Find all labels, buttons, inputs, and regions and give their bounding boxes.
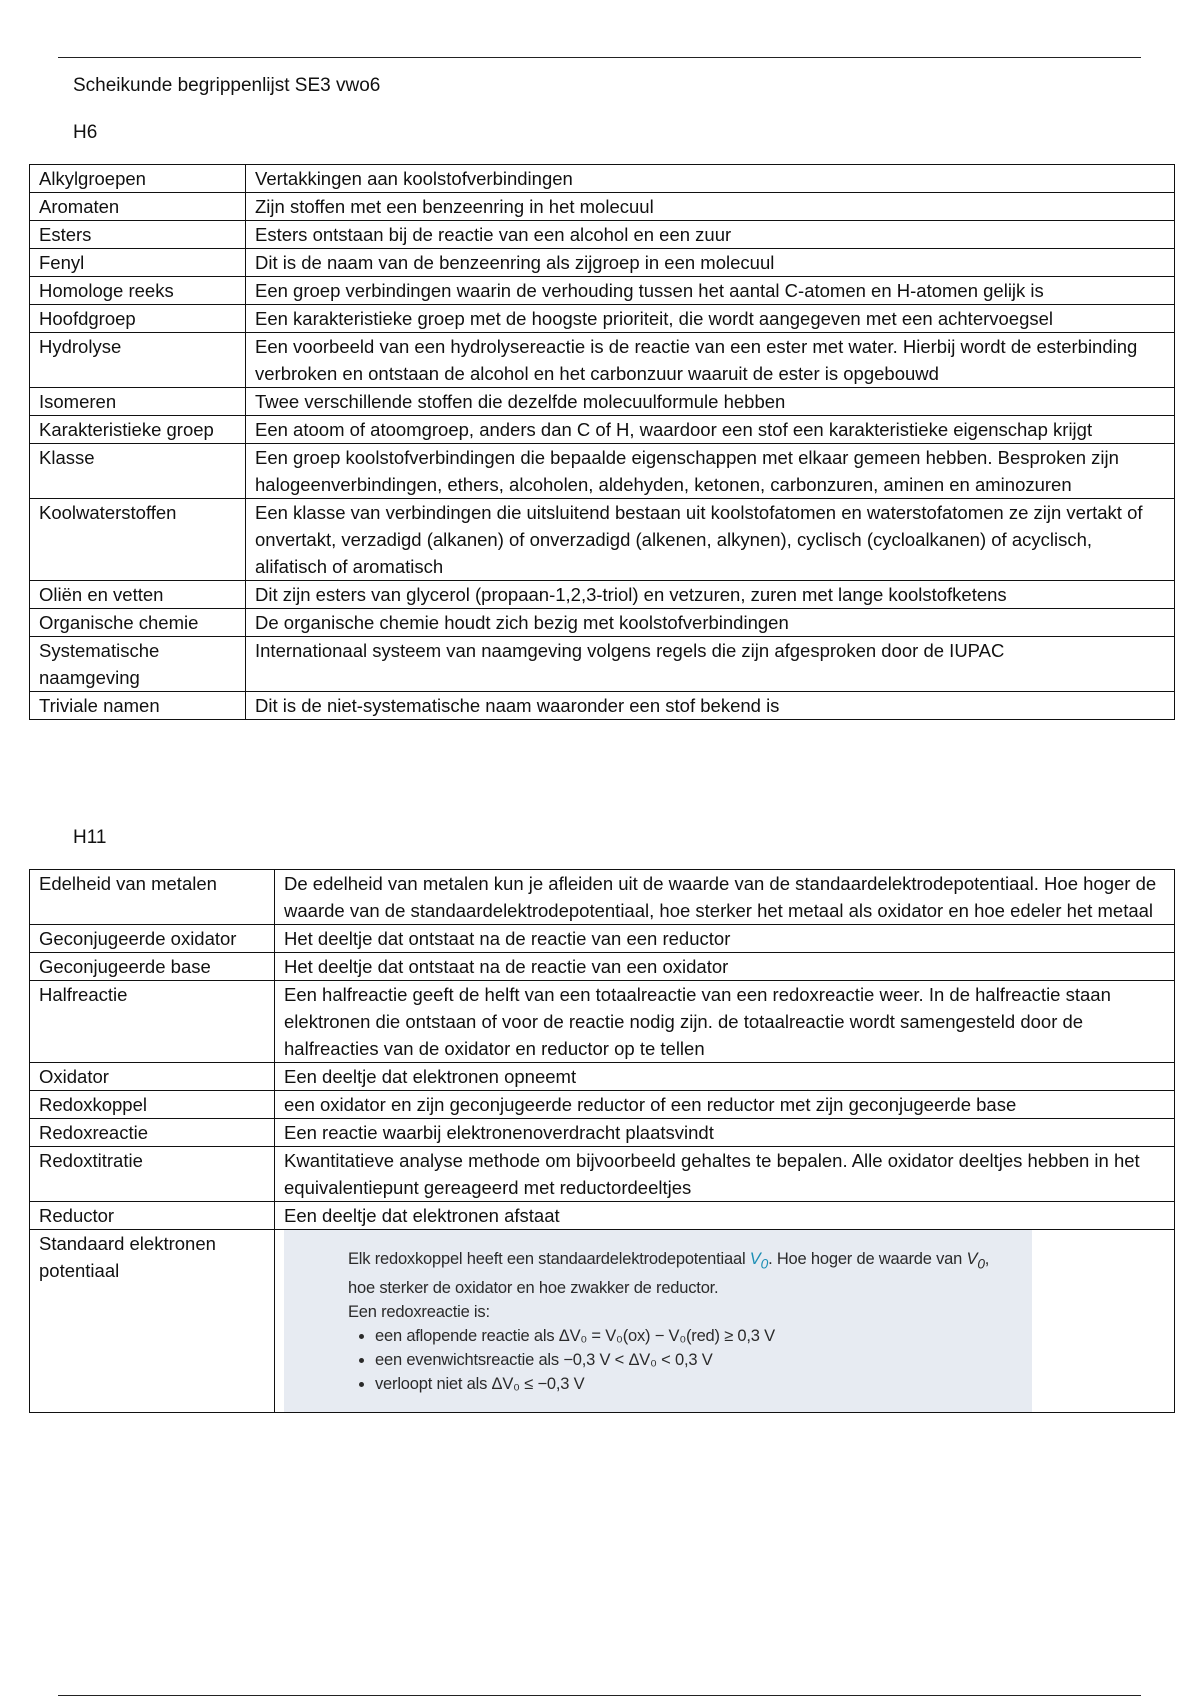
term-cell: Esters [30,221,246,249]
table-row [30,1063,1175,1091]
definition-cell: Twee verschillende stoffen die dezelfde molecuulformule hebben [246,388,1175,416]
definition-cell: Een reactie waarbij elektronenoverdracht plaatsvindt [275,1119,1175,1147]
table-row [30,1119,1175,1147]
term-cell: Triviale namen [30,692,246,720]
definition-cell: Esters ontstaan bij de reactie van een alcohol en een zuur [246,221,1175,249]
definition-cell: Een voorbeeld van een hydrolysereactie is de reactie van een ester met water. Hierbij wordt de esterbinding verbroken en ontstaan de alcohol en het carbonzuur waaruit de ester is opgebouwd [246,333,1175,388]
definition-cell: Een halfreactie geeft de helft van een totaalreactie van een redoxreactie weer. In de halfreactie staan elektronen die ontstaan of voor de reactie nodig zijn. de totaalreactie wordt samengesteld door de halfreacties van de oxidator en reductor op te tellen [275,981,1175,1063]
excerpt-bullet-list [348,1324,1032,1396]
v0-subscript: 0 [977,1256,985,1272]
section-heading-h6: H6 [73,122,98,143]
term-cell: Fenyl [30,249,246,277]
table-row [30,221,1175,249]
v0-letter: V [749,1250,761,1268]
definition-cell: Kwantitatieve analyse methode om bijvoorbeeld gehaltes te bepalen. Alle oxidator deeltjes hebben in het equivalentiepunt gereageerd met reductordeeltjes [275,1147,1175,1202]
table-row [30,1202,1175,1230]
header-rule [58,57,1141,58]
table-row [30,305,1175,333]
table-row [30,333,1175,388]
definition-cell: Dit is de niet-systematische naam waaronder een stof bekend is [246,692,1175,720]
definition-cell: Dit zijn esters van glycerol (propaan-1,2,3-triol) en vetzuren, zuren met lange koolstofketens [246,581,1175,609]
term-cell: Geconjugeerde oxidator [30,925,275,953]
excerpt-text: , [984,1250,990,1268]
definition-cell: Een groep koolstofverbindingen die bepaalde eigenschappen met elkaar gemeen hebben. Besproken zijn halogeenverbindingen, ethers, alcoholen, aldehyden, ketonen, carbonzuren, aminen en aminozuren [246,444,1175,499]
table-row [30,609,1175,637]
definition-cell: Een karakteristieke groep met de hoogste prioriteit, die wordt aangegeven met een achtervoegsel [246,305,1175,333]
definition-cell: Het deeltje dat ontstaat na de reactie van een oxidator [275,953,1175,981]
term-cell: Redoxtitratie [30,1147,275,1202]
term-cell: Geconjugeerde base [30,953,275,981]
term-cell: Organische chemie [30,609,246,637]
table-row [30,416,1175,444]
definition-cell: Een groep verbindingen waarin de verhouding tussen het aantal C-atomen en H-atomen gelijk is [246,277,1175,305]
definition-cell: Dit is de naam van de benzeenring als zijgroep in een molecuul [246,249,1175,277]
definition-cell: Een atoom of atoomgroep, anders dan C of H, waardoor een stof een karakteristieke eigenschap krijgt [246,416,1175,444]
table-row [30,193,1175,221]
table-row [30,165,1175,193]
table-row [30,870,1175,925]
table-row [30,981,1175,1063]
term-cell: Homologe reeks [30,277,246,305]
excerpt-bullet: • verloopt niet als ΔV₀ ≤ −0,3 V [375,1372,1032,1396]
term-cell: Alkylgroepen [30,165,246,193]
definition-cell: Een deeltje dat elektronen opneemt [275,1063,1175,1091]
definition-cell [275,1230,1175,1413]
textbook-excerpt [284,1230,1032,1412]
glossary-table-h6 [29,164,1175,720]
excerpt-bullet: • een evenwichtsreactie als −0,3 V < ΔV₀ < 0,3 V [375,1348,1032,1372]
term-cell: Isomeren [30,388,246,416]
excerpt-text: . Hoe hoger de waarde van [768,1250,967,1268]
term-cell: Karakteristieke groep [30,416,246,444]
glossary-table-h11 [29,869,1175,1413]
term-cell: Reductor [30,1202,275,1230]
term-cell: Redoxreactie [30,1119,275,1147]
table-row [30,277,1175,305]
excerpt-line-2: hoe sterker de oxidator en hoe zwakker de reductor. [348,1279,719,1298]
term-cell: Systematische naamgeving [30,637,246,692]
definition-cell: Zijn stoffen met een benzeenring in het molecuul [246,193,1175,221]
excerpt-line-1 [348,1247,1032,1276]
table-row [30,692,1175,720]
table-row [30,388,1175,416]
section-heading-h11: H11 [73,827,107,848]
table-row [30,953,1175,981]
footer-rule [58,1695,1141,1696]
table-row [30,581,1175,609]
definition-cell: Een deeltje dat elektronen afstaat [275,1202,1175,1230]
definition-cell: Het deeltje dat ontstaat na de reactie van een reductor [275,925,1175,953]
table-row [30,499,1175,581]
glossary-body-h6 [30,165,1175,720]
term-cell: Aromaten [30,193,246,221]
excerpt-text: Elk redoxkoppel heeft een standaardelektrodepotentiaal [348,1250,750,1268]
term-cell: Hydrolyse [30,333,246,388]
table-row [30,925,1175,953]
term-cell: Koolwaterstoffen [30,499,246,581]
table-row [30,637,1175,692]
excerpt-line-3: Een redoxreactie is: [348,1303,490,1322]
glossary-body-h11 [30,870,1175,1413]
table-row [30,1147,1175,1202]
v0-subscript: 0 [760,1256,769,1272]
term-cell: Standaard elektronen potentiaal [30,1230,275,1413]
document-title: Scheikunde begrippenlijst SE3 vwo6 [73,75,381,96]
term-cell: Klasse [30,444,246,499]
definition-cell: Vertakkingen aan koolstofverbindingen [246,165,1175,193]
v0-letter: V [966,1250,978,1268]
definition-cell: De organische chemie houdt zich bezig met koolstofverbindingen [246,609,1175,637]
definition-cell: De edelheid van metalen kun je afleiden uit de waarde van de standaardelektrodepotentiaal. Hoe hoger de waarde van de standaardelektrodepotentiaal, hoe sterker het metaal als oxidator en hoe edeler het metaal [275,870,1175,925]
excerpt-bullet: • een aflopende reactie als ΔV₀ = V₀(ox) − V₀(red) ≥ 0,3 V [375,1324,1032,1348]
definition-cell: een oxidator en zijn geconjugeerde reductor of een reductor met zijn geconjugeerde base [275,1091,1175,1119]
definition-cell: Een klasse van verbindingen die uitsluitend bestaan uit koolstofatomen en waterstofatomen ze zijn vertakt of onvertakt, verzadigd (alkanen) of onverzadigd (alkenen, alkynen), cyclisch (cycloalkanen) of acyclisch, alifatisch of aromatisch [246,499,1175,581]
term-cell: Oliën en vetten [30,581,246,609]
term-cell: Edelheid van metalen [30,870,275,925]
table-row [30,1091,1175,1119]
v0-symbol [966,1250,985,1272]
term-cell: Oxidator [30,1063,275,1091]
term-cell: Hoofdgroep [30,305,246,333]
v0-symbol [749,1250,769,1272]
term-cell: Redoxkoppel [30,1091,275,1119]
table-row [30,249,1175,277]
definition-cell: Internationaal systeem van naamgeving volgens regels die zijn afgesproken door de IUPAC [246,637,1175,692]
table-row [30,1230,1175,1413]
term-cell: Halfreactie [30,981,275,1063]
table-row [30,444,1175,499]
